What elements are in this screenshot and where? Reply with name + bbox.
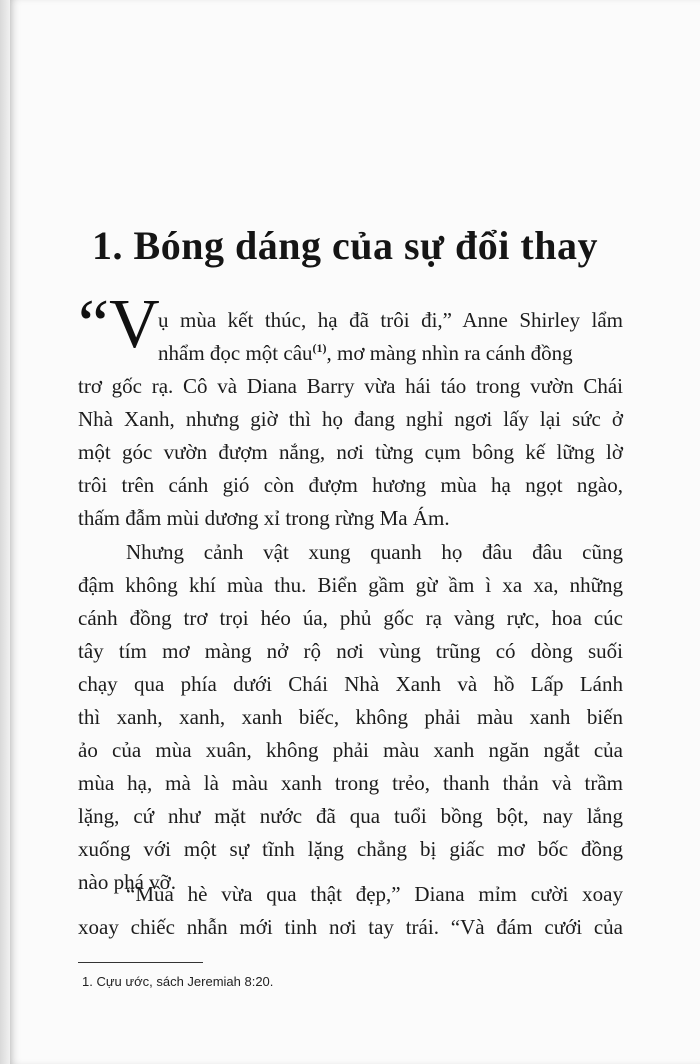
- text-line: Nhưng cảnh vật xung quanh họ đâu đâu cũng: [126, 540, 623, 564]
- text-line: một góc vườn đượm nắng, nơi từng cụm bông kế lững lờ: [78, 440, 623, 464]
- text-line: lặng, cứ như mặt nước đã qua tuổi bồng bột, nay lắng: [78, 804, 623, 828]
- text-line: trôi trên cánh gió còn đượm hương mùa hạ ngọt ngào,: [78, 473, 623, 497]
- text-line: Nhà Xanh, nhưng giờ thì họ đang nghỉ ngơi lấy lại sức ở: [78, 407, 623, 431]
- paragraph-3: [78, 878, 623, 944]
- text-line: cánh đồng trơ trọi héo úa, phủ gốc rạ vàng rực, hoa cúc: [78, 606, 623, 630]
- text-segment: , mơ màng nhìn ra cánh đồng: [326, 341, 573, 365]
- text-line: mùa hạ, mà là màu xanh trong trẻo, thanh thản và trầm: [78, 771, 623, 795]
- text-line: xoay chiếc nhẫn mới tinh nơi tay trái. “Và đám cưới của: [78, 915, 623, 939]
- drop-cap: “V: [78, 286, 160, 363]
- paragraph-1-wrapped: [158, 304, 623, 370]
- drop-cap-container: [78, 286, 160, 363]
- text-line: tây tím mơ màng nở rộ nơi vùng trũng có dòng suối: [78, 639, 623, 663]
- text-line: thấm đẫm mùi dương xỉ trong rừng Ma Ám.: [78, 506, 450, 530]
- chapter-title: 1. Bóng dáng của sự đổi thay: [92, 223, 598, 268]
- footnote-marker: (1): [312, 341, 327, 355]
- paragraph-2: [78, 536, 623, 899]
- footnote-divider: [78, 962, 203, 963]
- text-line: “Mùa hè vừa qua thật đẹp,” Diana mỉm cười xoay: [126, 882, 623, 906]
- paragraph-1: [78, 370, 623, 535]
- text-line: ụ mùa kết thúc, hạ đã trôi đi,” Anne Shirley lẩm: [158, 308, 623, 332]
- text-line: xuống với một sự tĩnh lặng chẳng bị giấc mơ bốc đồng: [78, 837, 623, 861]
- book-spine-edge: [0, 0, 10, 1064]
- text-line: thì xanh, xanh, xanh biếc, không phải màu xanh biến: [78, 705, 623, 729]
- text-line: nào phá vỡ.: [78, 870, 176, 894]
- footnote: 1. Cựu ước, sách Jeremiah 8:20.: [82, 974, 274, 989]
- text-line: [158, 337, 623, 370]
- text-line: đậm không khí mùa thu. Biển gầm gừ ầm ì xa xa, những: [78, 573, 623, 597]
- text-segment: nhẩm đọc một câu: [158, 341, 313, 365]
- text-line: ảo của mùa xuân, không phải màu xanh ngăn ngắt của: [78, 738, 623, 762]
- text-line: trơ gốc rạ. Cô và Diana Barry vừa hái táo trong vườn Chái: [78, 374, 623, 398]
- text-line: chạy qua phía dưới Chái Nhà Xanh và hồ Lấp Lánh: [78, 672, 623, 696]
